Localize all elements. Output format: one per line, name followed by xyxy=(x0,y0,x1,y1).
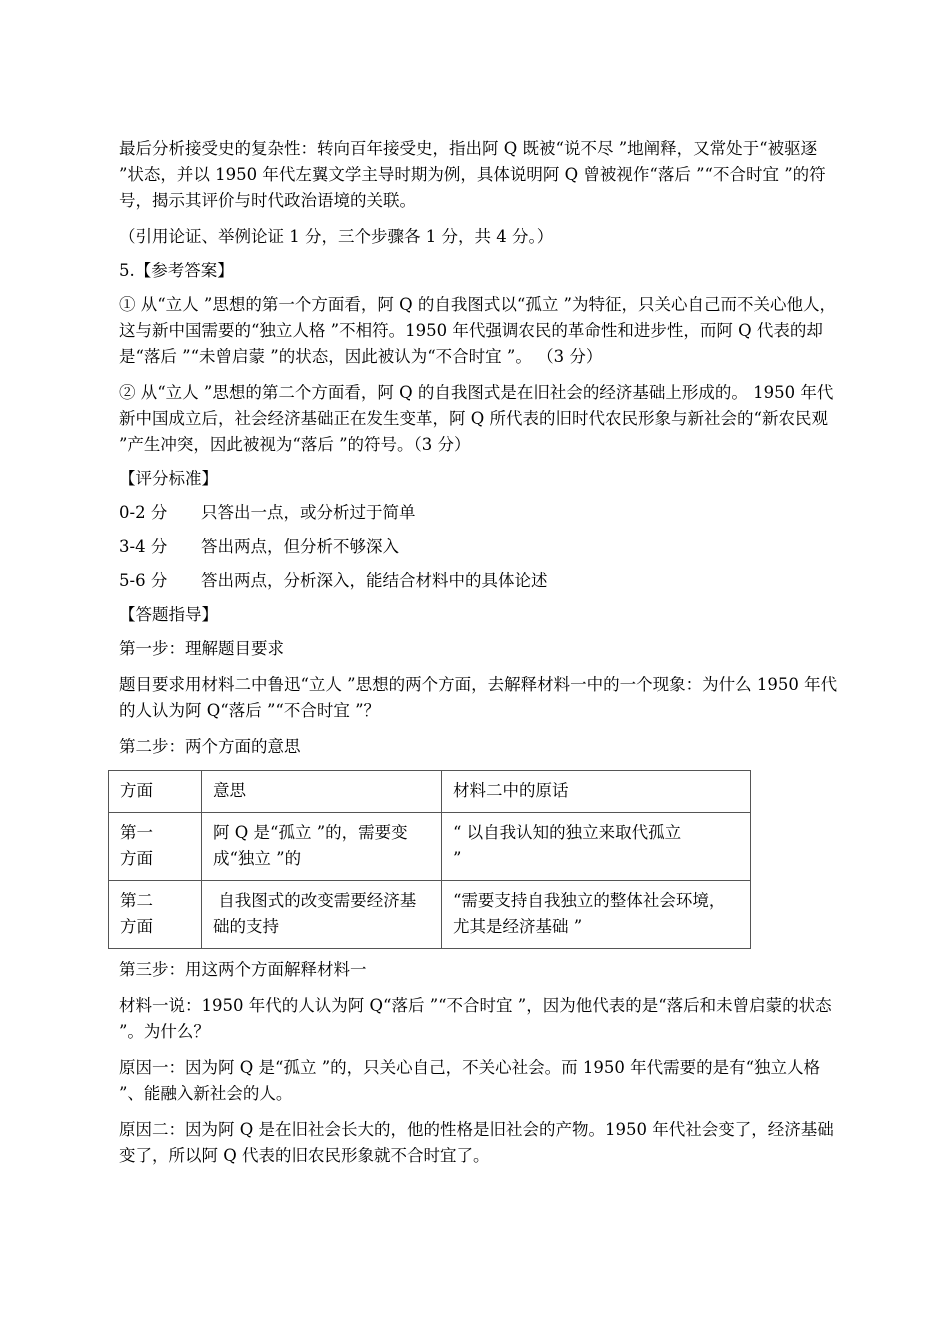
step1-text: 题目要求用材料二中鲁迅“立人 ”思想的两个方面，去解释材料一中的一个现象：为什么 1950 年代的人认为阿 Q“落后 ”“不合时宜 ”？ xyxy=(119,675,838,720)
answer-heading: 5.【参考答案】 xyxy=(119,261,234,280)
score-description: 答出两点，分析深入，能结合材料中的具体论述 xyxy=(201,571,548,590)
table-header-cell: 材料二中的原话 xyxy=(442,771,751,813)
answer-point-2: ② 从“立人 ”思想的第二个方面看，阿 Q 的自我图式是在旧社会的经济基础上形成的。 1950 年代新中国成立后，社会经济基础正在发生变革，阿 Q 所代表的旧时代农民形象与新社会的“新农民观 ”产生冲突，因此被视为“落后 ”的符号。（3 分） xyxy=(119,383,834,454)
material-one-question: 材料一说：1950 年代的人认为阿 Q“落后 ”“不合时宜 ”，因为他代表的是“落后和未曾启蒙的状态 ”。为什么？ xyxy=(119,996,837,1041)
reason-one: 原因一：因为阿 Q 是“孤立 ”的，只关心自己，不关心社会。而 1950 年代需要的是有“独立人格 ”、能融入新社会的人。 xyxy=(119,1058,826,1103)
answer-point-1: ① 从“立人 ”思想的第一个方面看，阿 Q 的自我图式以“孤立 ”为特征，只关心自己而不关心他人，这与新中国需要的“独立人格 ”不相符。1950 年代强调农民的革命性和进步性，而阿 Q 代表的却是“落后 ”“未曾启蒙 ”的状态，因此被认为“不合时宜 ”。 （3 分） xyxy=(119,295,836,366)
score-range: 5-6 分 xyxy=(119,571,168,590)
score-row xyxy=(119,500,841,526)
reason-two: 原因二：因为阿 Q 是在旧社会长大的，他的性格是旧社会的产物。1950 年代社会变了，经济基础变了，所以阿 Q 代表的旧农民形象就不合时宜了。 xyxy=(119,1120,834,1165)
table-row xyxy=(109,881,751,949)
table-cell: 自我图式的改变需要经济基础的支持 xyxy=(202,881,442,949)
document-page xyxy=(119,136,841,1169)
table-header-cell: 意思 xyxy=(202,771,442,813)
paragraph-scoring-note: （引用论证、举例论证 1 分，三个步骤各 1 分，共 4 分。） xyxy=(119,227,554,246)
score-range: 3-4 分 xyxy=(119,537,168,556)
table-cell: 第二 方面 xyxy=(109,881,202,949)
score-row xyxy=(119,568,841,594)
table-row xyxy=(109,813,751,881)
score-description: 答出两点，但分析不够深入 xyxy=(201,537,399,556)
aspects-table xyxy=(108,770,751,949)
table-cell: “ 以自我认知的独立来取代孤立 ” xyxy=(442,813,751,881)
guide-heading: 【答题指导】 xyxy=(119,605,218,624)
score-description: 只答出一点，或分析过于简单 xyxy=(201,503,416,522)
table-cell: 第一 方面 xyxy=(109,813,202,881)
table-header-cell: 方面 xyxy=(109,771,202,813)
table-cell: “需要支持自我独立的整体社会环境，尤其是经济基础 ” xyxy=(442,881,751,949)
scoring-criteria-heading: 【评分标准】 xyxy=(119,469,218,488)
step3-title: 第三步：用这两个方面解释材料一 xyxy=(119,960,367,979)
score-row xyxy=(119,534,841,560)
paragraph-reception-history: 最后分析接受史的复杂性：转向百年接受史，指出阿 Q 既被“说不尽 ”地阐释，又常处于“被驱逐 ”状态，并以 1950 年代左翼文学主导时期为例，具体说明阿 Q 曾被视作“落后 ”“不合时宜 ”的符号，揭示其评价与时代政治语境的关联。 xyxy=(119,139,826,210)
table-header-row xyxy=(109,771,751,813)
score-range: 0-2 分 xyxy=(119,503,168,522)
table-cell: 阿 Q 是“孤立 ”的，需要变成“独立 ”的 xyxy=(202,813,442,881)
step1-title: 第一步：理解题目要求 xyxy=(119,639,284,658)
step2-title: 第二步：两个方面的意思 xyxy=(119,737,301,756)
